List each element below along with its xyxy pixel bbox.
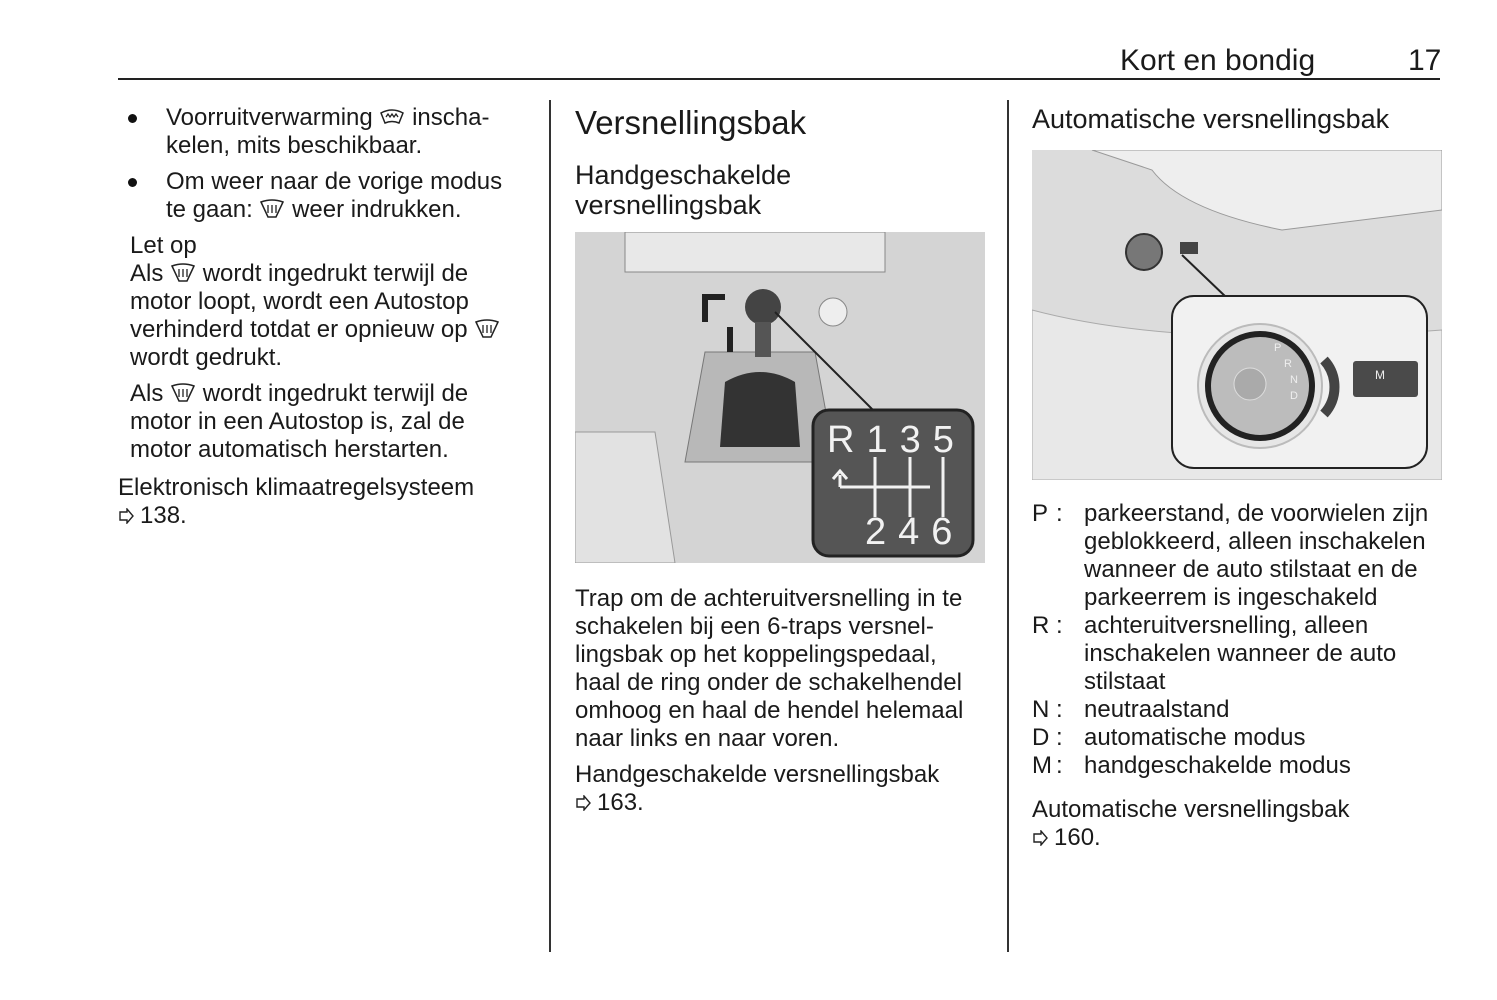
middle-column xyxy=(575,104,987,817)
legend-key: D xyxy=(1032,724,1050,751)
legend-desc: achteruitversnelling, alleen inschakelen wanneer de auto stilstaat xyxy=(1084,612,1397,695)
defrost-icon xyxy=(170,383,196,403)
legend-desc: automatische modus xyxy=(1084,724,1306,751)
note-paragraph xyxy=(130,380,528,464)
legend-sep: : xyxy=(1056,752,1063,779)
column-divider xyxy=(549,100,551,952)
cross-reference[interactable] xyxy=(118,474,528,530)
bullet-text: weer indrukken. xyxy=(292,196,462,223)
legend-desc: handgeschakelde modus xyxy=(1084,752,1351,779)
gear-label: 2 xyxy=(865,511,899,553)
bullet-text: Voorruitverwarming xyxy=(166,104,373,131)
gear-label: 6 xyxy=(931,511,965,553)
dial-label: N xyxy=(1290,374,1298,386)
dial-labels xyxy=(1274,340,1298,404)
gear-label: 3 xyxy=(899,419,933,461)
body-paragraph: Trap om de achteruitversnelling in te schakelen bij een 6-traps versnel-lingsbak op het koppelingspedaal, haal de ring onder de schakelhendel omhoog en haal de hendel helemaal naar links en naar voren. xyxy=(575,585,964,752)
legend-sep: : xyxy=(1056,724,1063,751)
page-number: 17 xyxy=(1408,44,1442,77)
page-ref-arrow-icon xyxy=(1032,830,1048,846)
legend-desc: neutraalstand xyxy=(1084,696,1230,723)
ref-text: Elektronisch klimaatregelsysteem xyxy=(118,474,475,501)
ref-page: 138. xyxy=(140,502,187,529)
legend-key: N xyxy=(1032,696,1050,723)
text: wordt gedrukt. xyxy=(130,344,283,371)
subsection-heading: Automatische versnellingsbak xyxy=(1032,104,1390,134)
bullet-icon xyxy=(128,114,137,123)
bullet-text: Om weer naar de vorige modus te gaan: xyxy=(166,168,503,223)
defrost-icon xyxy=(170,263,196,283)
page-ref-arrow-icon xyxy=(575,795,591,811)
column-divider xyxy=(1007,100,1009,952)
ref-text: Handgeschakelde versnellingsbak xyxy=(575,761,940,788)
ref-page: 160. xyxy=(1054,824,1101,851)
legend-key: M xyxy=(1032,752,1052,779)
page-ref-arrow-icon xyxy=(118,508,134,524)
text: Als xyxy=(130,380,164,407)
text: Als xyxy=(130,260,164,287)
legend-key: P xyxy=(1032,500,1049,527)
manual-gearbox-illustration xyxy=(575,232,985,563)
dial-label: D xyxy=(1290,390,1298,402)
bullet-item xyxy=(118,168,528,224)
dial-label: R xyxy=(1284,358,1292,370)
cross-reference[interactable] xyxy=(575,761,987,817)
legend-sep: : xyxy=(1056,696,1063,723)
right-column xyxy=(1032,104,1442,852)
bullet-text: inscha-kelen, mits beschikbaar. xyxy=(166,104,490,159)
left-column xyxy=(118,104,528,530)
rotary-selector-drawing xyxy=(1032,150,1442,480)
section-title: Kort en bondig xyxy=(1120,44,1316,77)
subsection-heading: Handgeschakelde versnellingsbak xyxy=(575,160,792,220)
legend-sep: : xyxy=(1056,500,1063,527)
gear-pattern-top xyxy=(827,420,966,460)
defrost-icon xyxy=(259,199,285,219)
defrost-icon xyxy=(474,319,500,339)
dial-label: P xyxy=(1274,342,1282,354)
note-title: Let op xyxy=(130,232,197,259)
bullet-item xyxy=(118,104,528,160)
manual-mode-button: M xyxy=(1375,368,1385,382)
text: wordt ingedrukt terwijl de motor loopt, wordt een Autostop verhinderd totdat er opnieuw op xyxy=(130,260,469,343)
cross-reference[interactable] xyxy=(1032,796,1442,852)
legend-desc: parkeerstand, de voorwielen zijn geblokkeerd, alleen inschakelen wanneer de auto stilstaat en de parkeerrem is ingeschakeld xyxy=(1084,500,1429,611)
gear-legend xyxy=(1032,500,1442,780)
bullet-icon xyxy=(128,178,137,187)
gear-label: 1 xyxy=(866,419,900,461)
section-heading: Versnellingsbak xyxy=(575,104,807,141)
header-rule xyxy=(118,78,1440,80)
gear-label: R xyxy=(827,419,867,461)
gear-label: 5 xyxy=(932,419,966,461)
gear-pattern-bottom xyxy=(865,512,964,552)
note-paragraph xyxy=(130,260,528,372)
ref-text: Automatische versnellingsbak xyxy=(1032,796,1350,823)
legend-key: R xyxy=(1032,612,1050,639)
legend-sep: : xyxy=(1056,612,1063,639)
text: wordt ingedrukt terwijl de motor in een Autostop is, zal de motor automatisch herstarten. xyxy=(130,380,469,463)
windshield-heat-icon xyxy=(379,107,405,127)
ref-page: 163. xyxy=(597,789,644,816)
automatic-gearbox-illustration xyxy=(1032,150,1442,480)
gear-label: 4 xyxy=(898,511,932,553)
